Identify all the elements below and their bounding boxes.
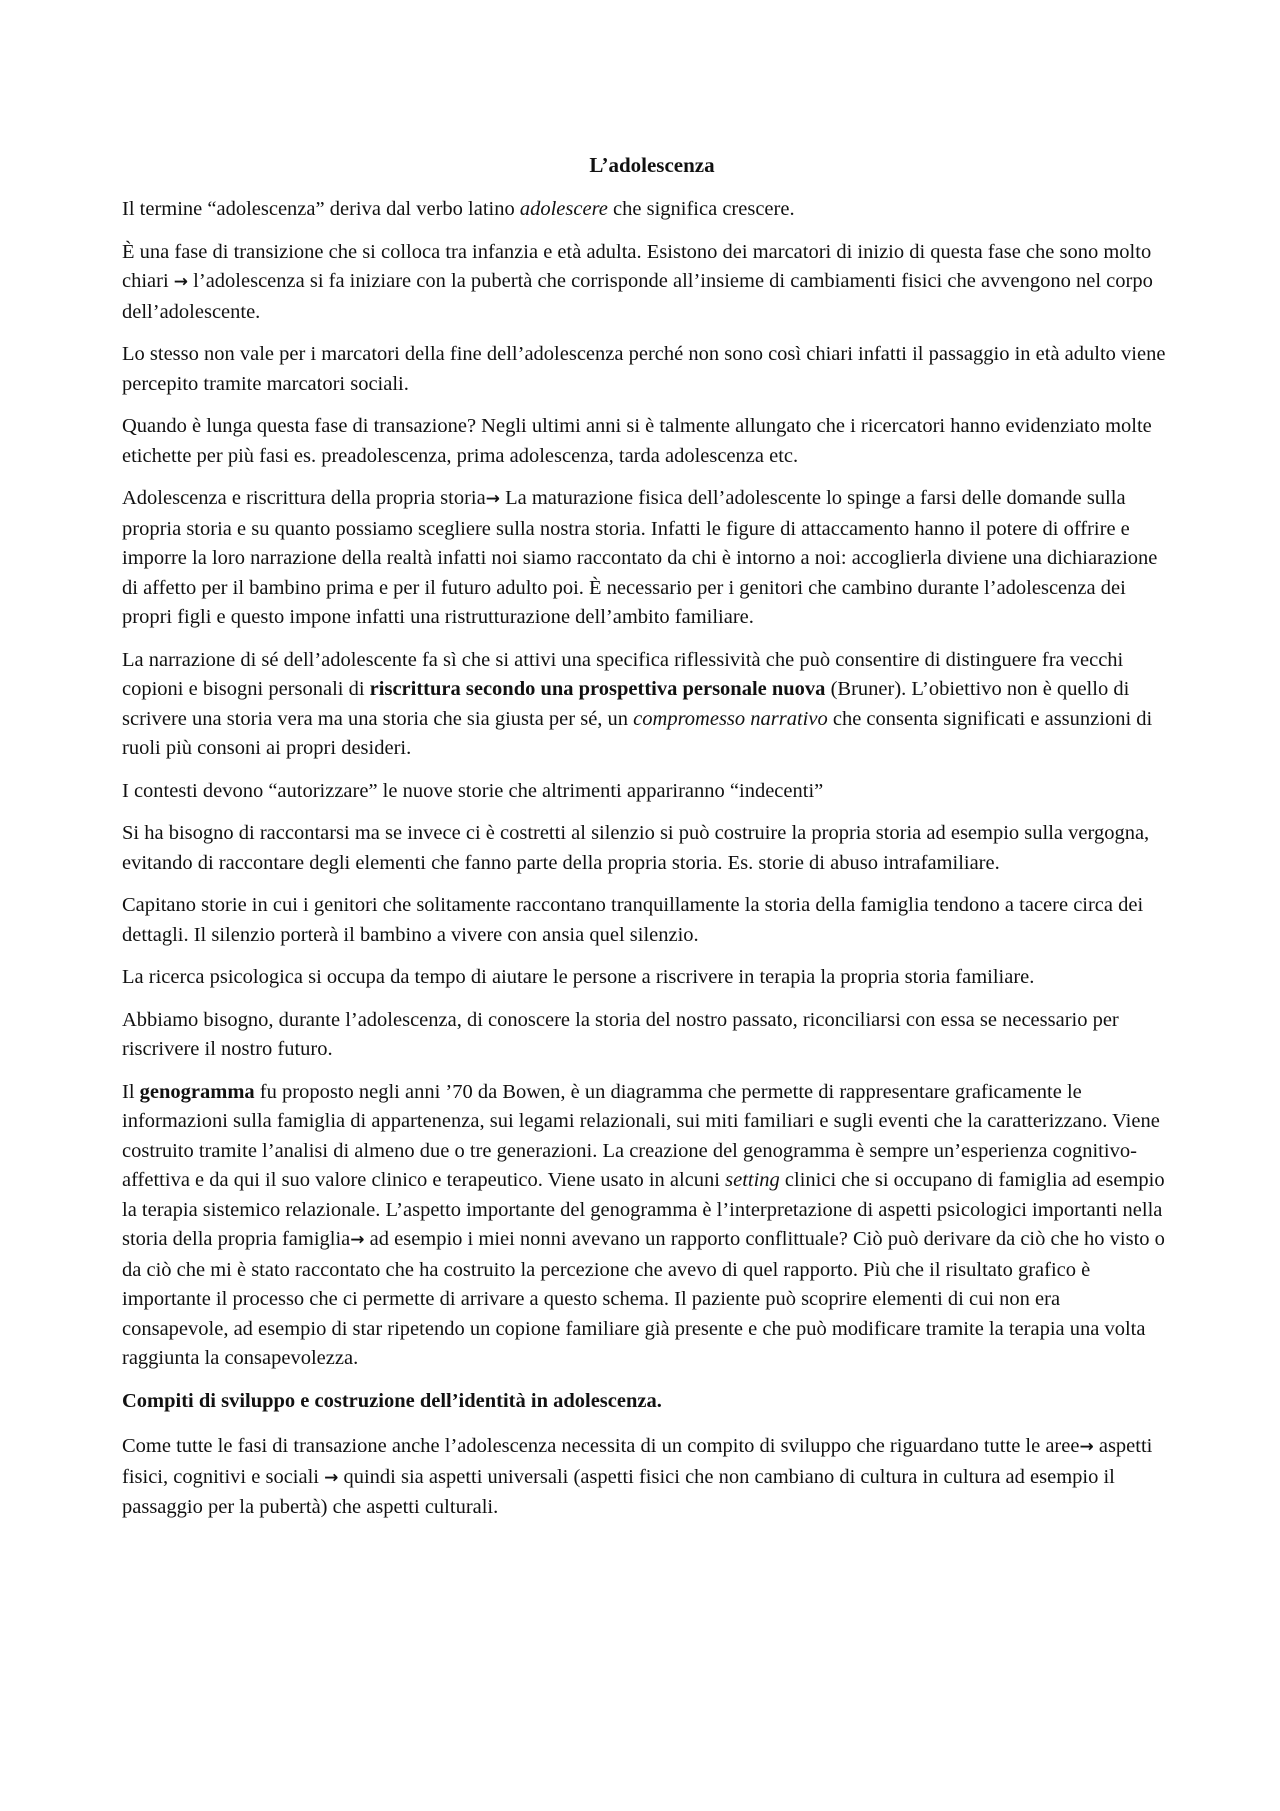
text: Il termine “adolescenza” deriva dal verbo latino [122,198,520,221]
paragraph-development-tasks [122,1432,1170,1523]
italic-term: setting [725,1169,780,1192]
text: Adolescenza e riscrittura della propria storia [122,487,486,510]
text: fu proposto negli anni ’70 da Bowen, è un diagramma che permette di rappresentare graficamente le informazioni sulla famiglia di appartenenza, sui legami relazionali, sui miti familiari e sugli eventi che la caratterizzano. Viene costruito tramite l’analisi di almeno due o tre generazioni. La creazione del genogramma è sempre un’esperienza cognitivo-affettiva e da qui il suo valore clinico e terapeutico. Viene usato in alcuni [122,1080,1160,1192]
arrow-right-icon: → [1079,1437,1094,1458]
text: La maturazione fisica dell’adolescente lo spinge a farsi delle domande sulla propria storia e su quanto possiamo scegliere sulla nostra storia. Infatti le figure di attaccamento hanno il potere di offrire e imporre la loro narrazione della realtà infatti noi siamo raccontato da chi è intorno a noi: accoglierla diviene una dichiarazione di affetto per il bambino prima e per il futuro adulto poi. È necessario per i genitori che cambino durante l’adolescenza dei propri figli e questo impone infatti una ristrutturazione dell’ambito familiare. [122,487,1158,629]
text: che consenta significati e assunzioni di ruoli più consoni ai propri desideri. [122,707,1153,760]
text: Il [122,1080,140,1103]
arrow-right-icon: → [324,1467,339,1488]
italic-term: compromesso narrativo [633,707,828,730]
paragraph-past-future: Abbiamo bisogno, durante l’adolescenza, di conoscere la storia del nostro passato, riconciliarsi con essa se necessario per riscrivere il nostro futuro. [122,1008,1119,1061]
paragraph-self-narration [122,646,1170,764]
text: Come tutte le fasi di transazione anche l’adolescenza necessita di un compito di sviluppo che riguardano tutte le aree [122,1435,1080,1458]
paragraph-etymology [122,195,1170,225]
text: È una fase di transizione che si colloca tra infanzia e età adulta. Esistono dei marcatori di inizio di questa fase che sono molto chiari [122,240,1152,293]
text: quindi sia aspetti universali (aspetti fisici che non cambiano di cultura in cultura ad esempio il passaggio per la pubertà) che aspetti culturali. [122,1465,1115,1519]
text: aspetti fisici, cognitivi e sociali [122,1435,1153,1488]
arrow-right-icon: → [173,272,189,293]
bold-phrase: riscrittura secondo una prospettiva personale nuova [369,678,826,701]
paragraph-silence: Si ha bisogno di raccontarsi ma se invece ci è costretti al silenzio si può costruire la propria storia ad esempio sulla vergogna, evitando di raccontare degli elementi che fanno parte della propria storia. Es. storie di abuso intrafamiliare. [122,822,1150,874]
text: La narrazione di sé dell’adolescente fa sì che si attivi una specifica riflessività che può consentire di distinguere fra vecchi copioni e bisogni personali di [122,648,1124,701]
italic-term: adolescere [519,198,608,221]
paragraph-rewriting-story [122,484,1170,633]
bold-term: genogramma [139,1080,255,1103]
text: clinici che si occupano di famiglia ad esempio la terapia sistemico relazionale. L’aspetto importante del genogramma è l’interpretazione di aspetti psicologici importanti nella storia della propria famiglia [122,1169,1165,1251]
arrow-right-icon: → [485,489,500,510]
paragraph-end-markers: Lo stesso non vale per i marcatori della fine dell’adolescenza perché non sono così chiari infatti il passaggio in età adulto viene percepito tramite marcatori sociali. [122,343,1166,395]
arrow-right-icon: → [350,1230,365,1251]
text: che significa crescere. [607,198,795,221]
text: ad esempio i miei nonni avevano un rapporto conflittuale? Ciò può derivare da ciò che ho visto o da ciò che mi è stato raccontato che ha costruito la percezione che avevo di quel rapporto. Più che il risultato grafico è importante il processo che ci permette di arrivare a questo schema. Il paziente può scoprire elementi di cui non era consapevole, ad esempio di star ripetendo un copione familiare già presente e che può modificare tramite la terapia una volta raggiunta la consapevolezza. [122,1228,1165,1370]
paragraph-transition [122,238,1170,328]
text: l’adolescenza si fa iniziare con la pubertà che corrisponde all’insieme di cambiamenti fisici che avvengono nel corpo dell’adolescente. [122,270,1153,323]
paragraph-research: La ricerca psicologica si occupa da tempo di aiutare le persone a riscrivere in terapia la propria storia familiare. [122,966,1035,989]
text: (Bruner). L’obiettivo non è quello di scrivere una storia vera ma una storia che sia giusta per sé, un [122,678,1130,730]
paragraph-contexts: I contesti devono “autorizzare” le nuove storie che altrimenti appariranno “indecenti” [122,779,824,802]
section-heading: Compiti di sviluppo e costruzione dell’identità in adolescenza. [122,1389,662,1412]
paragraph-parents-stories: Capitano storie in cui i genitori che solitamente raccontano tranquillamente la storia della famiglia tendono a tacere circa dei dettagli. Il silenzio porterà il bambino a vivere con ansia quel silenzio. [122,894,1144,946]
paragraph-duration: Quando è lunga questa fase di transazione? Negli ultimi anni si è talmente allungato che i ricercatori hanno evidenziato molte etichette per più fasi es. preadolescenza, prima adolescenza, tarda adolescenza etc. [122,415,1152,467]
paragraph-genogram [122,1078,1170,1374]
document-title: L’adolescenza [589,153,715,177]
